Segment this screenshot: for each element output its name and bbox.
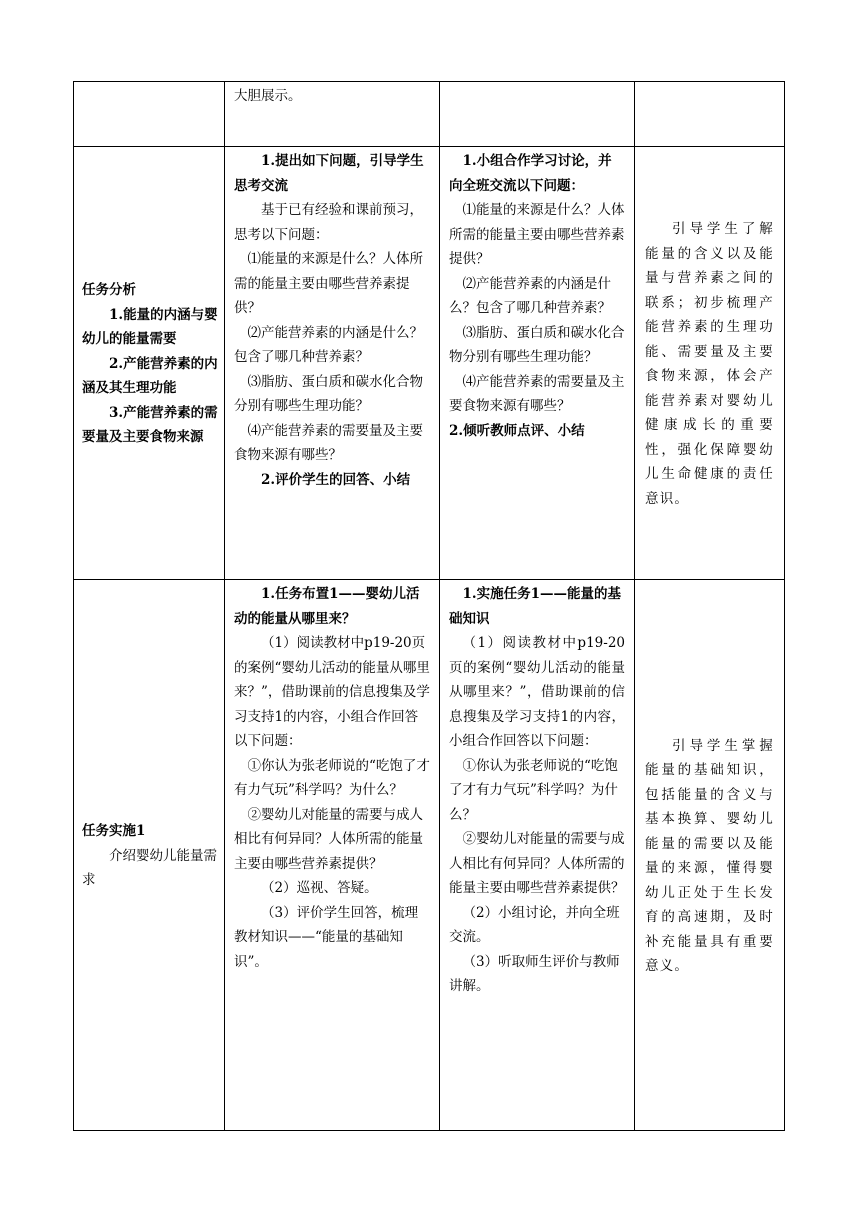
cell-paragraph: ①你认为张老师说的“吃饱了才有力气玩”科学吗？为什么？ (234, 757, 430, 798)
cell-paragraph: ⑷产能营养素的需要量及主要食物来源有哪些？ (449, 373, 625, 414)
student-activity-cell (440, 147, 635, 580)
cell-paragraph: 1.任务布置1——婴幼儿活动的能量从哪里来？ (234, 586, 420, 627)
cell-paragraph: ⑴能量的来源是什么？人体所需的能量主要由哪些营养素提供？ (234, 251, 423, 316)
design-intent-cell (635, 82, 785, 147)
teacher-activity-cell (225, 82, 440, 147)
cell-paragraph: ⑶脂肪、蛋白质和碳水化合物分别有哪些生理功能？ (234, 373, 423, 414)
cell-paragraph: 任务实施1 (82, 823, 146, 840)
cell-paragraph: 2.倾听教师点评、小结 (449, 422, 585, 439)
cell-paragraph: 任务分析 (82, 282, 136, 299)
cell-paragraph: （2）巡视、答疑。 (261, 880, 378, 896)
teacher-activity-cell (225, 580, 440, 1131)
cell-paragraph: ①你认为张老师说的“吃饱了才有力气玩”科学吗？为什么？ (449, 757, 618, 823)
cell-paragraph: 2.评价学生的回答、小结 (261, 471, 411, 488)
cell-paragraph: 1.小组合作学习讨论，并向全班交流以下问题： (449, 153, 612, 194)
cell-paragraph: ②婴幼儿对能量的需要与成人相比有何异同？人体所需的能量主要由哪些营养素提供？ (234, 806, 423, 872)
cell-paragraph: （3）评价学生回答，梳理教材知识——“能量的基础知识”。 (234, 904, 419, 970)
cell-paragraph: 2.产能营养素的内涵及其生理功能 (82, 355, 218, 397)
design-intent-cell (635, 147, 785, 580)
table-row (74, 580, 785, 1131)
cell-paragraph: ②婴幼儿对能量的需要与成人相比有何异同？人体所需的能量主要由哪些营养素提供？ (449, 831, 625, 896)
cell-paragraph: ⑷产能营养素的需要量及主要食物来源有哪些？ (234, 422, 423, 463)
step-cell (74, 82, 225, 147)
cell-paragraph: （2）小组讨论，并向全班交流。 (449, 904, 620, 945)
student-activity-cell (440, 82, 635, 147)
table-row (74, 82, 785, 147)
table-row (74, 147, 785, 580)
cell-paragraph: 引导学生了解能量的含义以及能量与营养素之间的联系；初步梳理产能营养素的生理功能、需要量及主要食物来源，体会产能营养素对婴幼儿健康成长的重要性，强化保障婴幼儿生命健康的责任意识。 (645, 221, 774, 507)
lesson-plan-table (73, 81, 785, 1131)
teacher-activity-cell (225, 147, 440, 580)
cell-paragraph: 介绍婴幼儿能量需求 (82, 847, 217, 889)
cell-paragraph: ⑶脂肪、蛋白质和碳水化合物分别有哪些生理功能？ (449, 324, 625, 365)
cell-paragraph: 1.提出如下问题，引导学生思考交流 (234, 153, 424, 194)
cell-paragraph: ⑵产能营养素的内涵是什么？包含了哪几种营养素？ (449, 275, 611, 316)
cell-paragraph: ⑴能量的来源是什么？人体所需的能量主要由哪些营养素提供？ (449, 202, 625, 267)
cell-paragraph: 大胆展示。 (234, 88, 302, 104)
cell-paragraph: 1.能量的内涵与婴幼儿的能量需要 (82, 306, 218, 348)
cell-paragraph: （1）阅读教材中p19-20页的案例“婴幼儿活动的能量从哪里来？”，借助课前的信息搜集及学习支持1的内容，小组合作回答以下问题： (234, 635, 430, 749)
cell-paragraph: （3）听取师生评价与教师讲解。 (449, 953, 620, 994)
step-cell (74, 147, 225, 580)
step-cell (74, 580, 225, 1131)
cell-paragraph: 3.产能营养素的需要量及主要食物来源 (82, 404, 218, 446)
cell-paragraph: 基于已有经验和课前预习，思考以下问题： (234, 202, 423, 243)
cell-paragraph: （1）阅读教材中p19-20页的案例“婴幼儿活动的能量从哪里来？”，借助课前的信息搜集及学习支持1的内容，小组合作回答以下问题： (449, 635, 625, 749)
student-activity-cell (440, 580, 635, 1131)
design-intent-cell (635, 580, 785, 1131)
cell-paragraph: ⑵产能营养素的内涵是什么？包含了哪几种营养素？ (234, 324, 423, 365)
cell-paragraph: 1.实施任务1——能量的基础知识 (449, 586, 621, 627)
cell-paragraph: 引导学生掌握能量的基础知识，包括能量的含义与基本换算、婴幼儿能量的需要以及能量的来源，懂得婴幼儿正处于生长发育的高速期，及时补充能量具有重要意义。 (645, 737, 774, 974)
